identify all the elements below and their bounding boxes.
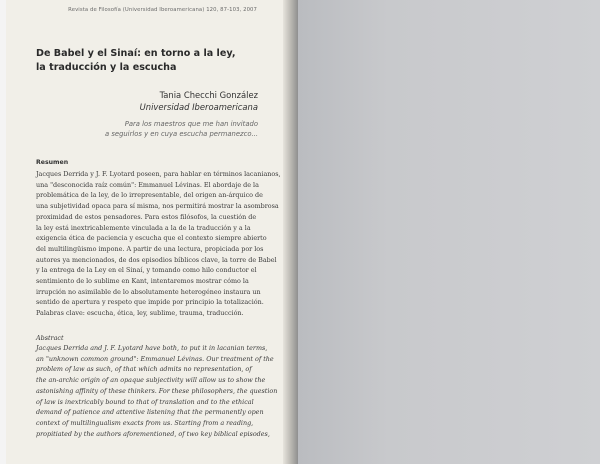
resumen-line: autores ya mencionados, de dos episodios bíblicos clave, la torre de Babel [36, 255, 277, 264]
abstract-line: demand of patience and attentive listening that the permanently open [36, 408, 264, 417]
title-line: la traducción y la escucha [36, 62, 177, 73]
resumen-line: sentimiento de lo sublime en Kant, intentaremos mostrar cómo la [36, 277, 249, 286]
abstract-line: context of multilingualism exacts from us. Starting from a reading, [36, 418, 254, 427]
article-title [36, 47, 236, 75]
abstract-line: astonishing affinity of these thinkers. For these philosophers, the question [36, 386, 278, 395]
book-page-right-blank [298, 0, 600, 464]
abstract-line: problem of law as such, of that which admits no representation, of [36, 365, 252, 374]
resumen-line: la ley está inextricablemente vinculada a la de la traducción y a la [36, 223, 251, 232]
resumen-body [36, 169, 281, 319]
resumen-line: y la entrega de la Ley en el Sinaí, y tomando como hilo conductor el [36, 266, 257, 275]
resumen-line: una subjetividad opaca para sí misma, nos permitirá mostrar la asombrosa [36, 202, 279, 211]
epigraph-line: a seguirlos y en cuya escucha permanezco... [105, 130, 258, 138]
resumen-line: proximidad de estos pensadores. Para estos filósofos, la cuestión de [36, 212, 257, 221]
abstract-body [36, 343, 277, 439]
resumen-line: Jacques Derrida y J. F. Lyotard poseen, para hablar en términos lacanianos, [36, 170, 281, 178]
epigraph [105, 119, 258, 139]
resumen-line: problemática de la ley, de lo irrepresentable, del origen an-árquico de [36, 191, 263, 200]
author-name: Tania Checchi González [159, 90, 258, 100]
abstract-line: Jacques Derrida and J. F. Lyotard have both, to put it in lacanian terms, [36, 344, 268, 352]
journal-header: Revista de Filosofía (Universidad Iberoamericana) 120, 87-103, 2007 [68, 7, 257, 13]
resumen-line: irrupción no asimilable de lo absolutamente heterogéneo instaura un [36, 287, 261, 296]
title-line: De Babel y el Sinaí: en torno a la ley, [36, 48, 236, 59]
abstract-line: the an-archic origin of an opaque subjectivity will allow us to show the [36, 376, 266, 385]
resumen-heading: Resumen [36, 159, 69, 166]
book-spine-shadow [283, 0, 298, 464]
resumen-line: del multilingüismo impone. A partir de una lectura, propiciada por los [36, 244, 264, 253]
resumen-line: sentido de apertura y respeto que impide por principio la totalización. [36, 298, 264, 307]
author-affiliation: Universidad Iberoamericana [139, 102, 258, 112]
epigraph-line: Para los maestros que me han invitado [124, 120, 258, 128]
abstract-heading: Abstract [36, 334, 64, 342]
resumen-line: una "desconocida raíz común": Emmanuel Lévinas. El abordaje de la [36, 180, 259, 189]
keywords-line: Palabras clave: escucha, ética, ley, sublime, trauma, traducción. [36, 309, 244, 318]
abstract-line: propitiated by the authors aforementioned, of two key biblical episodes, [36, 429, 270, 438]
resumen-line: exigencia ética de paciencia y escucha que el contexto siempre abierto [36, 234, 267, 243]
abstract-line: an "unknown common ground": Emmanuel Lévinas. Our treatment of the [36, 354, 274, 363]
abstract-line: of law is inextricably bound to that of translation and to the ethical [36, 397, 254, 406]
